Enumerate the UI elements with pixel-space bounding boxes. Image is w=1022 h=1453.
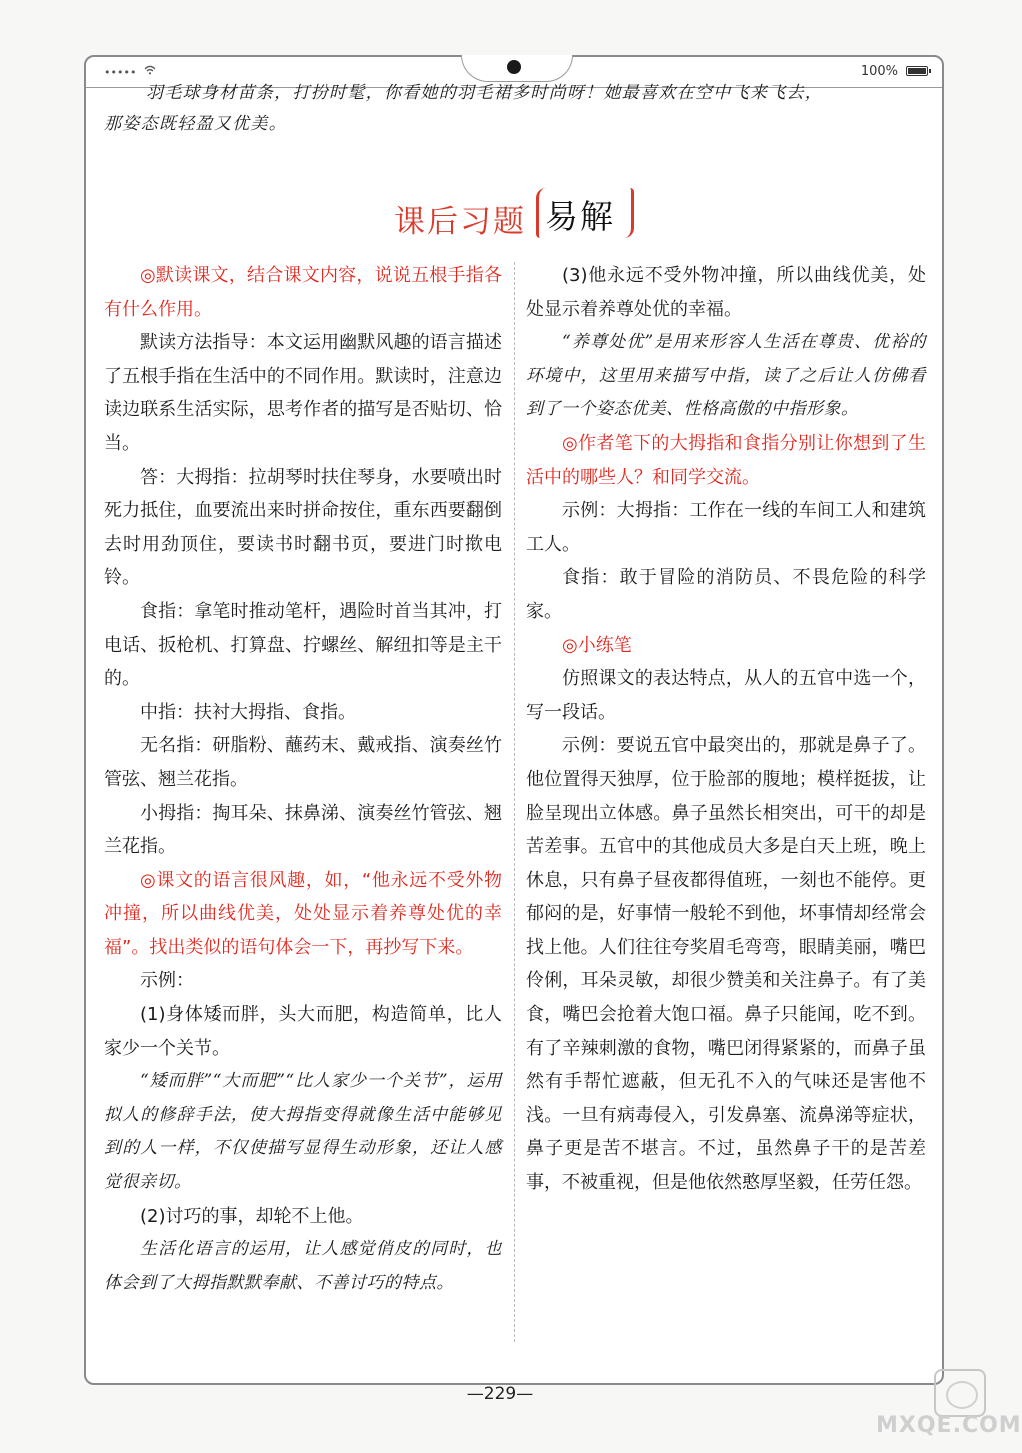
question-paragraph: ◎课文的语言很风趣，如，“他永远不受外物冲撞，所以曲线优美，处处显示着养尊处优的幸福”。找出类似的语句体会一下，再抄写下来。: [104, 869, 502, 958]
answer-paragraph: 生活化语言的运用，让人感觉俏皮的同时，也体会到了大拇指默默奉献、不善讨巧的特点。: [104, 1239, 502, 1293]
answer-paragraph: 食指：敢于冒险的消防员、不畏危险的科学家。: [526, 567, 926, 622]
intro-paragraph: [104, 78, 939, 140]
section-heading-main: 课后习题: [394, 204, 526, 240]
question-paragraph: ◎作者笔下的大拇指和食指分别让你想到了生活中的哪些人？和同学交流。: [526, 432, 926, 488]
intro-line-1: 羽毛球身材苗条，打扮时髦，你看她的羽毛裙多时尚呀！她最喜欢在空中飞来飞去，: [146, 83, 824, 103]
watermark-text: MXQE.COM: [876, 1413, 1022, 1438]
signal-icon: •••••: [104, 66, 137, 79]
camera-icon: [507, 60, 521, 74]
answer-paragraph: 示例：大拇指：工作在一线的车间工人和建筑工人。: [526, 500, 926, 555]
answer-paragraph: (3)他永远不受外物冲撞，所以曲线优美，处处显示着养尊处优的幸福。: [526, 265, 926, 320]
answer-paragraph: 中指：扶衬大拇指、食指。: [140, 701, 356, 723]
watermark-logo: [934, 1369, 986, 1417]
intro-line-2: 那姿态既轻盈又优美。: [104, 114, 287, 134]
battery-icon: [906, 66, 928, 76]
answer-paragraph: 示例：: [140, 970, 194, 992]
answer-paragraph: 答：大拇指：拉胡琴时扶住琴身，水要喷出时死力抵住，血要流出来时拼命按住，重东西要翻倒去时用劲顶住，要读书时翻书页，要进门时揿电铃。: [104, 466, 502, 589]
question-paragraph: ◎小练笔: [562, 634, 632, 656]
answer-paragraph: 默读方法指导：本文运用幽默风趣的语言描述了五根手指在生活中的不同作用。默读时，注意边读边联系生活实际，思考作者的描写是否贴切、恰当。: [104, 332, 502, 454]
right-column: [526, 259, 926, 1200]
answer-paragraph: 食指：拿笔时推动笔杆，遇险时首当其冲，打电话、扳枪机、打算盘、拧螺丝、解纽扣等是主干的。: [104, 600, 502, 690]
wifi-icon: [144, 64, 156, 78]
answer-paragraph: 无名指：研脂粉、蘸药末、戴戒指、演奏丝竹管弦、翘兰花指。: [104, 735, 502, 790]
answer-paragraph: 小拇指：掏耳朵、抹鼻涕、演奏丝竹管弦、翘兰花指。: [104, 802, 502, 858]
battery-percentage: 100%: [860, 64, 898, 79]
question-paragraph: ◎默读课文，结合课文内容，说说五根手指各有什么作用。: [104, 265, 502, 320]
section-heading-boxed: 易解: [545, 197, 615, 236]
answer-paragraph: “矮而胖”“大而肥”“比人家少一个关节”，运用拟人的修辞手法，使大拇指变得就像生活中能够见到的人一样，不仅使描写显得生动形象，还让人感觉很亲切。: [104, 1071, 502, 1193]
answer-paragraph: 示例：要说五官中最突出的，那就是鼻子了。他位置得天独厚，位于脸部的腹地；模样挺拔，让脸呈现出立体感。鼻子虽然长相突出，可干的却是苦差事。五官中的其他成员大多是白天上班，晚上休息，只有鼻子昼夜都得值班，一刻也不能停。更郁闷的是，好事情一般轮不到他，坏事情却经常会找上他。人们往往夸奖眉毛弯弯，眼睛美丽，嘴巴伶俐，耳朵灵敏，却很少赞美和关注鼻子。有了美食，嘴巴会抢着大饱口福。鼻子只能闻，吃不到。有了辛辣刺激的食物，嘴巴闭得紧紧的，而鼻子虽然有手帮忙遮蔽，但无孔不入的气味还是害他不浅。一旦有病毒侵入，引发鼻塞、流鼻涕等症状，鼻子更是苦不堪言。不过，虽然鼻子干的是苦差事，不被重视，但是他依然憨厚坚毅，任劳任怨。: [526, 735, 926, 1194]
answer-paragraph: 仿照课文的表达特点，从人的五官中选一个，写一段话。: [526, 668, 926, 723]
answer-paragraph: (1)身体矮而胖，头大而肥，构造简单，比人家少一个关节。: [104, 1004, 502, 1059]
left-column: [104, 259, 502, 1300]
column-divider: [514, 262, 515, 1342]
section-heading-box: [536, 188, 634, 238]
page-number: —229—: [466, 1384, 534, 1404]
answer-paragraph: “养尊处优”是用来形容人生活在尊贵、优裕的环境中，这里用来描写中指，读了之后让人仿佛看到了一个姿态优美、性格高傲的中指形象。: [526, 332, 926, 420]
answer-paragraph: (2)讨巧的事，却轮不上他。: [140, 1205, 364, 1227]
